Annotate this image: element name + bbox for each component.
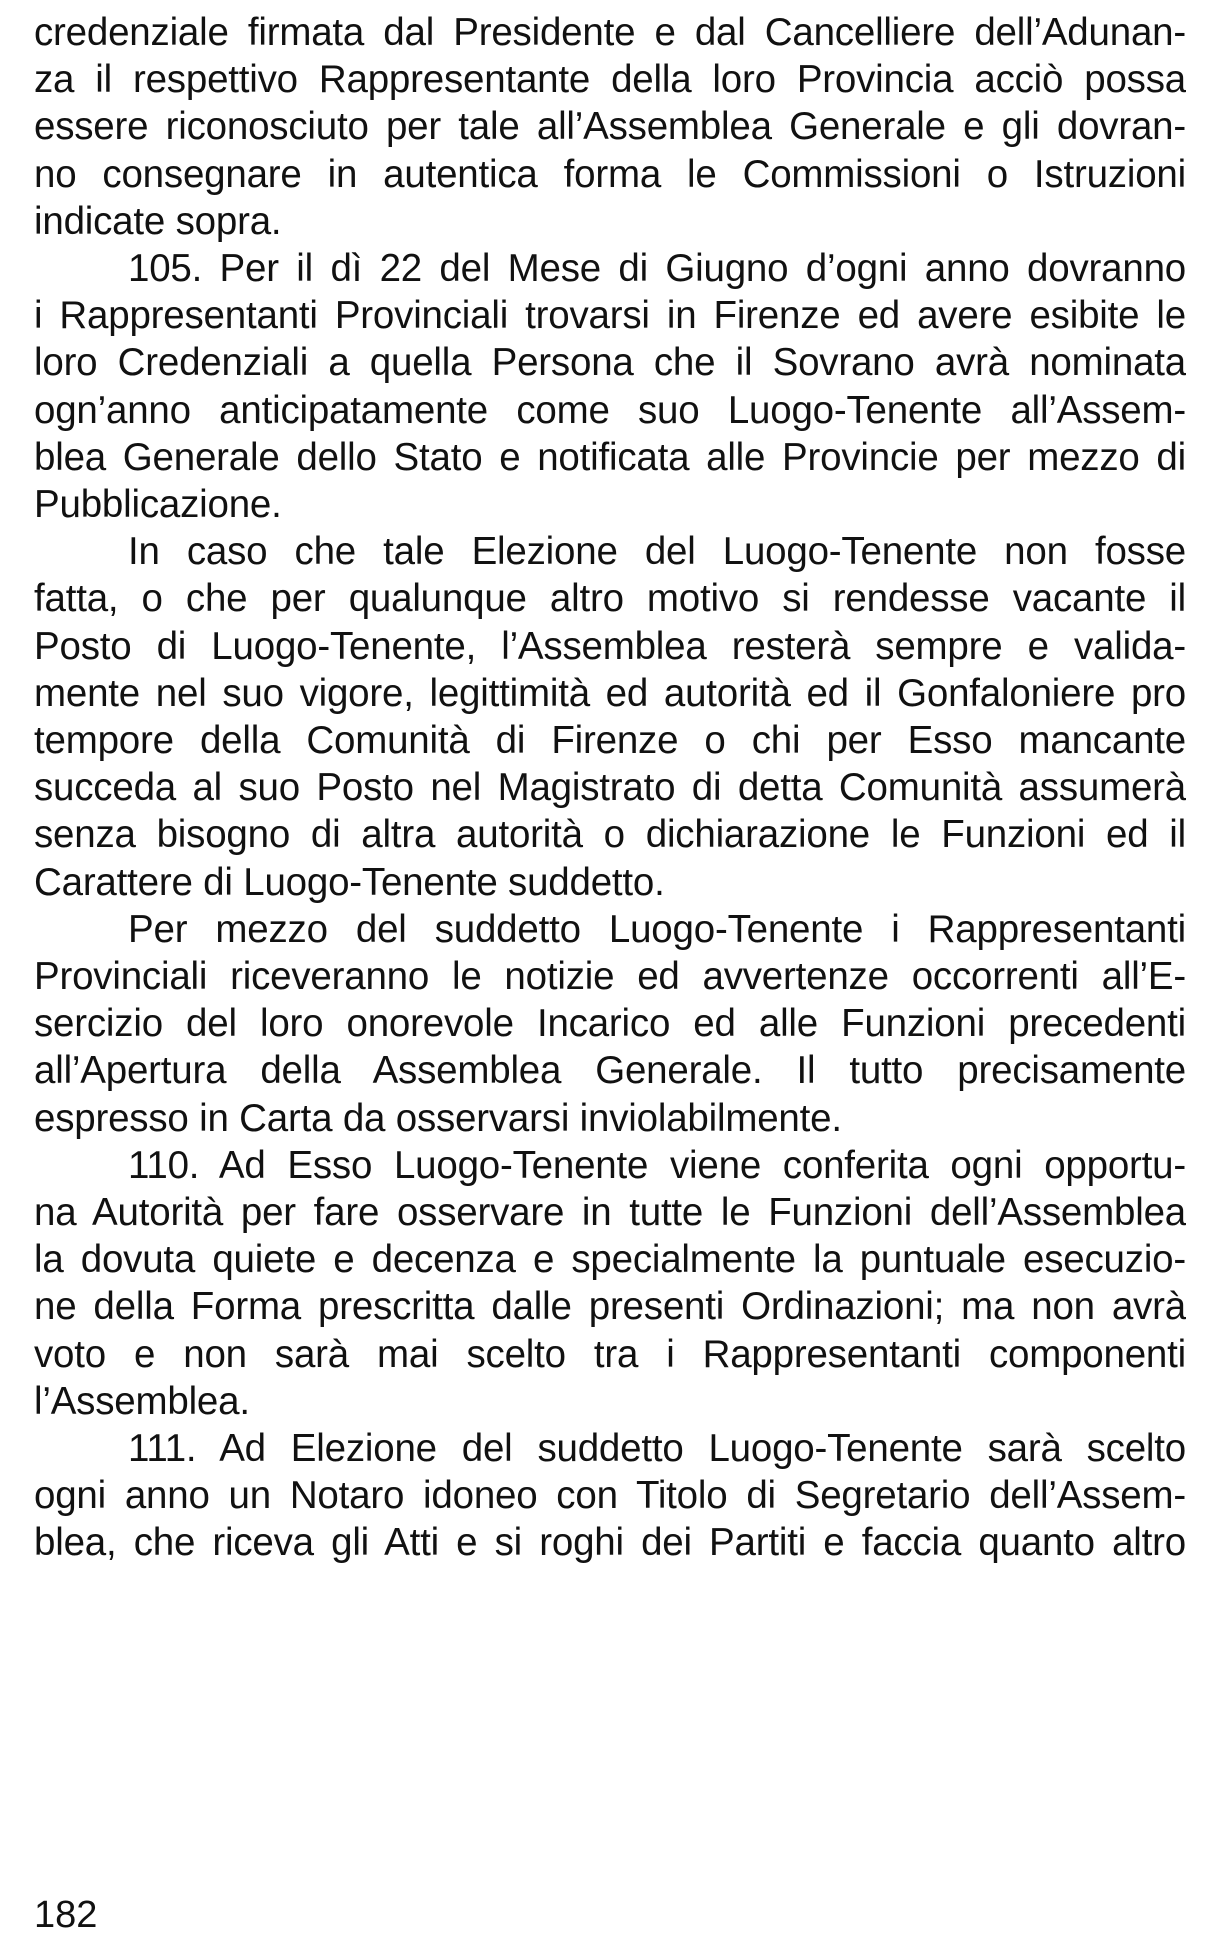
text-line: la dovuta quiete e decenza e specialmente la puntuale esecuzio- [34, 1238, 1186, 1282]
text-line: na Autorità per fare osservare in tutte le Funzioni dell’Assemblea [34, 1191, 1186, 1234]
text-line: voto e non sarà mai scelto tra i Rappresentanti componenti [34, 1332, 1186, 1376]
text-line: succeda al suo Posto nel Magistrato di detta Comunità assumerà [34, 766, 1186, 810]
text-line: i Rappresentanti Provinciali trovarsi in Firenze ed avere esibite le [34, 294, 1186, 338]
text-line: ne della Forma prescritta dalle presenti Ordinazioni; ma non avrà [34, 1285, 1186, 1329]
page-number: 182 [34, 1894, 98, 1936]
text-line: 105. Per il dì 22 del Mese di Giugno d’ogni anno dovranno [128, 247, 1186, 290]
text-line: Posto di Luogo-Tenente, l’Assemblea resterà sempre e valida- [34, 624, 1186, 668]
text-line: tempore della Comunità di Firenze o chi per Esso mancante [34, 719, 1186, 762]
text-line: Carattere di Luogo-Tenente suddetto. [34, 860, 665, 904]
text-line: sercizio del loro onorevole Incarico ed alle Funzioni precedenti [34, 1002, 1186, 1046]
text-line: l’Assemblea. [34, 1379, 250, 1423]
text-line: Pubblicazione. [34, 483, 282, 526]
text-line: indicate sopra. [34, 199, 282, 243]
text-line: fatta, o che per qualunque altro motivo si rendesse vacante il [34, 577, 1186, 621]
text-line: blea Generale dello Stato e notificata alle Provincie per mezzo di [34, 435, 1186, 479]
text-line: mente nel suo vigore, legittimità ed autorità ed il Gonfaloniere pro [34, 671, 1186, 715]
text-line: ogn’anno anticipatamente come suo Luogo-Tenente all’Assem- [34, 388, 1186, 432]
text-line: ogni anno un Notaro idoneo con Titolo di Segretario dell’Assem- [34, 1474, 1186, 1518]
text-line: all’Apertura della Assemblea Generale. Il tutto precisamente [34, 1049, 1186, 1093]
text-line: za il respettivo Rappresentante della loro Provincia acciò possa [34, 58, 1186, 102]
text-line: essere riconosciuto per tale all’Assemblea Generale e gli dovran- [34, 105, 1186, 149]
text-line: Per mezzo del suddetto Luogo-Tenente i Rappresentanti [128, 907, 1186, 951]
text-line: espresso in Carta da osservarsi inviolabilmente. [34, 1096, 842, 1140]
text-line: 110. Ad Esso Luogo-Tenente viene conferita ogni opportu- [128, 1143, 1186, 1187]
text-line: blea, che riceva gli Atti e si roghi dei Partiti e faccia quanto altro [34, 1521, 1186, 1565]
text-line: credenziale firmata dal Presidente e dal Cancelliere dell’Adunan- [34, 11, 1186, 54]
text-line: loro Credenziali a quella Persona che il Sovrano avrà nominata [34, 341, 1186, 385]
text-line: Provinciali riceveranno le notizie ed avvertenze occorrenti all’E- [34, 955, 1186, 998]
text-line: no consegnare in autentica forma le Commissioni o Istruzioni [34, 152, 1186, 196]
text-line: 111. Ad Elezione del suddetto Luogo-Tenente sarà scelto [128, 1427, 1186, 1470]
text-line: senza bisogno di altra autorità o dichiarazione le Funzioni ed il [34, 813, 1186, 857]
document-page [34, 6, 1186, 1846]
text-line: In caso che tale Elezione del Luogo-Tenente non fosse [128, 530, 1186, 574]
